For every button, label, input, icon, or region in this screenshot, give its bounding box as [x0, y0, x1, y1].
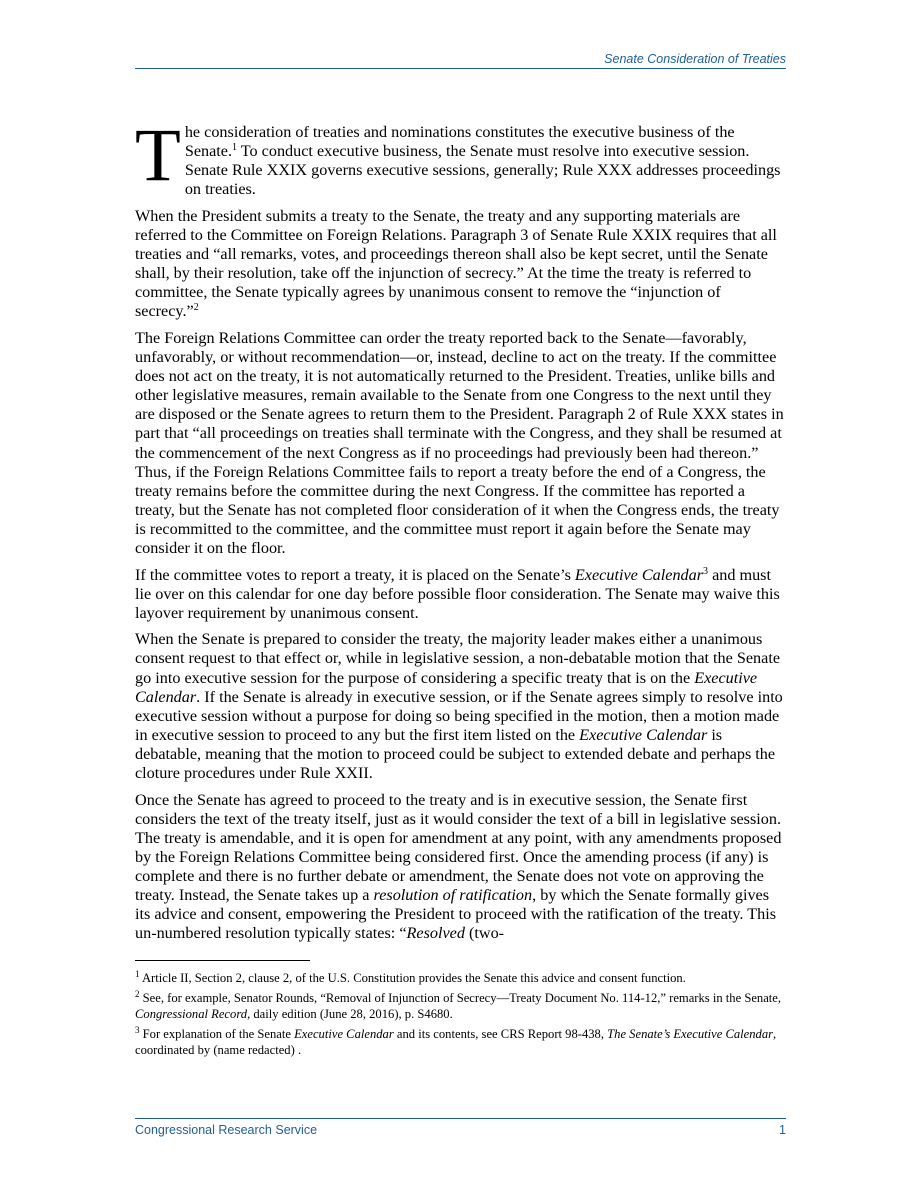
header-rule	[135, 68, 786, 69]
footnotes	[135, 970, 786, 1062]
body-text	[135, 114, 786, 951]
footnote-ref-2: 2	[193, 302, 199, 314]
footnote-ref-1: 1	[232, 142, 238, 154]
paragraph-3: The Foreign Relations Committee can order the treaty reported back to the Senate—favorably, unfavorably, or without recommendation—or, instead, decline to act on the treaty. If the committee does not act on the treaty, it is not automatically returned to the President. Treaties, unlike bills and other legislative measures, remain available to the Senate from one Congress to the next until they are disposed or the Senate agrees to return them to the President. Paragraph 2 of Rule XXX states in part that “all proceedings on treaties shall terminate with the Congress, and they shall be resumed at the commencement of the next Congress as if no proceedings had previously been had thereon.” Thus, if the Foreign Relations Committee fails to report a treaty before the end of a Congress, the treaty remains before the committee during the next Congress. If the committee has reported a treaty, but the Senate has not completed floor consideration of it when the Congress ends, the treaty is recommitted to the committee, and the committee must report it again before the Senate may consider it on the floor.	[135, 328, 784, 557]
footer-rule	[135, 1118, 786, 1119]
footnote-ref-3: 3	[703, 565, 709, 577]
footnote-1: $^1$ Article II, Section 2, clause 2, of the U.S. Constitution provides the Senate this advice and consent function.	[135, 969, 686, 985]
paragraph-5: When the Senate is prepared to consider the treaty, the majority leader makes either a unanimous consent request to that effect or, while in legislative session, a non-debatable motion that the Senate go into executive session for the purpose of considering a specific treaty that is on the Executive Calendar. If the Senate is already in executive session, or if the Senate agrees simply to resolve into executive session without a purpose for doing so being specified in the motion, then a motion made in executive session to proceed to any but the first item listed on the Executive Calendar is debatable, meaning that the motion to proceed could be subject to extended debate and perhaps the cloture procedures under Rule XXII.	[135, 630, 783, 782]
paragraph-2: When the President submits a treaty to the Senate, the treaty and any supporting materials are referred to the Committee on Foreign Relations. Paragraph 3 of Senate Rule XXIX requires that all treaties and “all remarks, votes, and proceedings thereon shall also be kept secret, until the Senate shall, by their resolution, take off the injunction of secrecy.” At the time the treaty is referred to committee, the Senate typically agrees by unanimous consent to remove the “injunction of secrecy.”$^2$	[135, 206, 777, 321]
drop-cap: T	[135, 114, 181, 197]
footnote-3: $^3$ For explanation of the Senate Executive Calendar and its contents, see CRS Report 98-438, The Senate’s Executive Calendar, coordinated by (name redacted) .	[135, 1024, 777, 1057]
footer-page-number: 1	[779, 1123, 786, 1137]
running-header-title: Senate Consideration of Treaties	[604, 52, 786, 66]
footnote-2: $^2$ See, for example, Senator Rounds, “Removal of Injunction of Secrecy—Treaty Document No. 114-12,” remarks in the Senate, Congressional Record, daily edition (June 28, 2016), p. S4680.	[135, 988, 782, 1021]
paragraph-4: If the committee votes to report a treaty, it is placed on the Senate’s Executive Calendar$^3$ and must lie over on this calendar for one day before possible floor consideration. The Senate may waive this layover requirement by unanimous consent.	[135, 565, 780, 622]
paragraph-1: The consideration of treaties and nominations constitutes the executive business of the Senate.$^1$ To conduct executive business, the Senate must resolve into executive session. Senate Rule XXIX governs executive sessions, generally; Rule XXX addresses proceedings on treaties.	[135, 114, 781, 199]
footnote-separator	[135, 960, 310, 961]
paragraph-6: Once the Senate has agreed to proceed to the treaty and is in executive session, the Senate first considers the text of the treaty itself, just as it would consider the text of a bill in legislative session. The treaty is amendable, and it is open for amendment at any point, with any amendments proposed by the Foreign Relations Committee being considered first. Once the amending process (if any) is complete and there is no further debate or amendment, the Senate does not vote on approving the treaty. Instead, the Senate takes up a resolution of ratification, by which the Senate formally gives its advice and consent, empowering the President to proceed with the ratification of the treaty. This un-numbered resolution typically states: “Resolved (two-	[135, 790, 782, 943]
footer-publisher: Congressional Research Service	[135, 1123, 318, 1137]
